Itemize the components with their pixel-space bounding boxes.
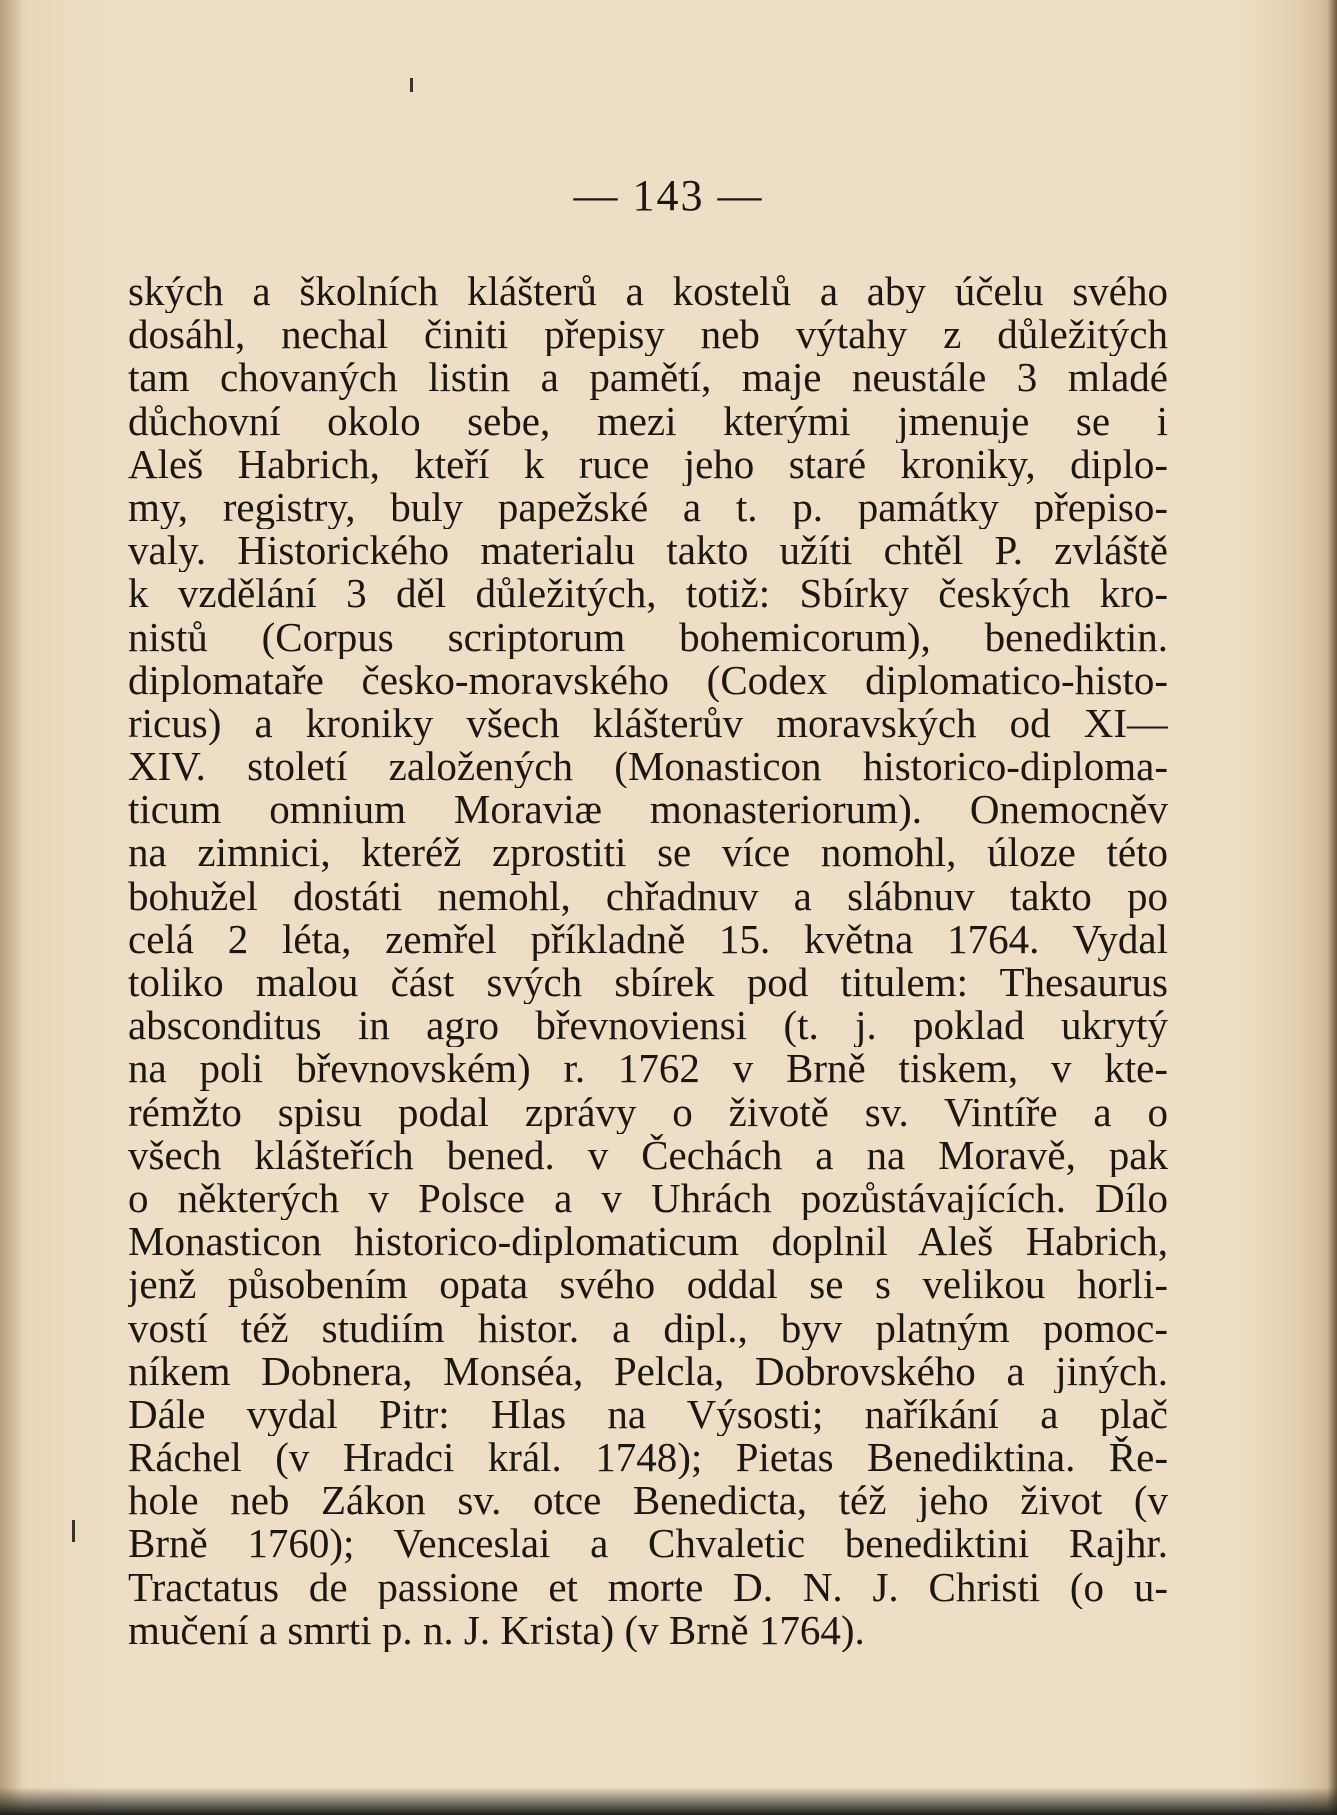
text-line: ticum omnium Moraviæ monasteriorum). Onemocněv bbox=[128, 788, 1168, 832]
page-right-edge bbox=[1327, 0, 1337, 1815]
text-line: o některých v Polsce a v Uhrách pozůstávajících. Dílo bbox=[128, 1176, 1168, 1221]
text-line: Ráchel (v Hradci král. 1748); Pietas Benediktina. Ře- bbox=[128, 1436, 1168, 1480]
text-line: na zimnici, kteréž zprostiti se více nomohl, úloze této bbox=[128, 831, 1168, 875]
text-line: k vzdělání 3 děl důležitých, totiž: Sbírky českých kro- bbox=[128, 572, 1168, 616]
text-line: my, registry, buly papežské a t. p. památky přepiso- bbox=[128, 485, 1168, 530]
text-line: Dále vydal Pitr: Hlas na Výsosti; naříkání a plač bbox=[128, 1392, 1168, 1437]
text-line: nistů (Corpus scriptorum bohemicorum), benediktin. bbox=[128, 615, 1168, 659]
page-number: — 143 — bbox=[573, 171, 764, 220]
text-line: důchovní okolo sebe, mezi kterými jmenuje se i bbox=[128, 399, 1168, 443]
text-line: ricus) a kroniky všech klášterův moravských od XI— bbox=[128, 701, 1168, 746]
text-line: Brně 1760); Venceslai a Chvaletic benediktini Rajhr. bbox=[128, 1522, 1168, 1566]
text-line: rémžto spisu podal zprávy o životě sv. Vintíře a o bbox=[128, 1090, 1168, 1134]
text-line: na poli břevnovském) r. 1762 v Brně tiskem, v kte- bbox=[128, 1047, 1168, 1091]
text-line: toliko malou část svých sbírek pod titulem: Thesaurus bbox=[128, 961, 1168, 1005]
text-line: všech klášteřích bened. v Čechách a na Moravě, pak bbox=[128, 1133, 1168, 1177]
text-line: diplomataře česko-moravského (Codex diplomatico-histo- bbox=[128, 658, 1168, 702]
print-speck-left bbox=[72, 1520, 75, 1542]
text-line: níkem Dobnera, Monséa, Pelcla, Dobrovského a jiných. bbox=[128, 1349, 1168, 1393]
text-line: mučení a smrti p. n. J. Krista) (v Brně 1764). bbox=[128, 1608, 865, 1652]
text-line: absconditus in agro břevnoviensi (t. j. poklad ukrytý bbox=[128, 1004, 1168, 1048]
text-line: dosáhl, nechal činiti přepisy neb výtahy z důležitých bbox=[128, 313, 1168, 357]
text-line: hole neb Zákon sv. otce Benedicta, též jeho život (v bbox=[128, 1479, 1168, 1523]
text-line: vostí též studiím histor. a dipl., byv platným pomoc- bbox=[128, 1306, 1168, 1350]
text-line: tam chovaných listin a pamětí, maje neustále 3 mladé bbox=[128, 356, 1168, 400]
print-speck-top bbox=[410, 78, 413, 92]
page-bottom-edge bbox=[0, 1787, 1337, 1815]
text-line: XIV. století založených (Monasticon historico-diploma- bbox=[128, 745, 1168, 789]
body-text bbox=[128, 270, 1168, 1652]
text-line: Monasticon historico-diplomaticum doplnil Aleš Habrich, bbox=[128, 1220, 1168, 1264]
text-line: valy. Historického materialu takto užíti chtěl P. zvláště bbox=[128, 529, 1168, 573]
text-line: Tractatus de passione et morte D. N. J. Christi (o u- bbox=[128, 1565, 1168, 1609]
text-line: jenž působením opata svého oddal se s velikou horli- bbox=[128, 1263, 1168, 1307]
text-line: ských a školních klášterů a kostelů a aby účelu svého bbox=[128, 270, 1168, 314]
text-line: Aleš Habrich, kteří k ruce jeho staré kroniky, diplo- bbox=[128, 442, 1168, 486]
text-line: celá 2 léta, zemřel příkladně 15. května 1764. Vydal bbox=[128, 917, 1168, 961]
text-line: bohužel dostáti nemohl, chřadnuv a slábnuv takto po bbox=[128, 874, 1168, 918]
binding-shadow bbox=[0, 0, 22, 1815]
